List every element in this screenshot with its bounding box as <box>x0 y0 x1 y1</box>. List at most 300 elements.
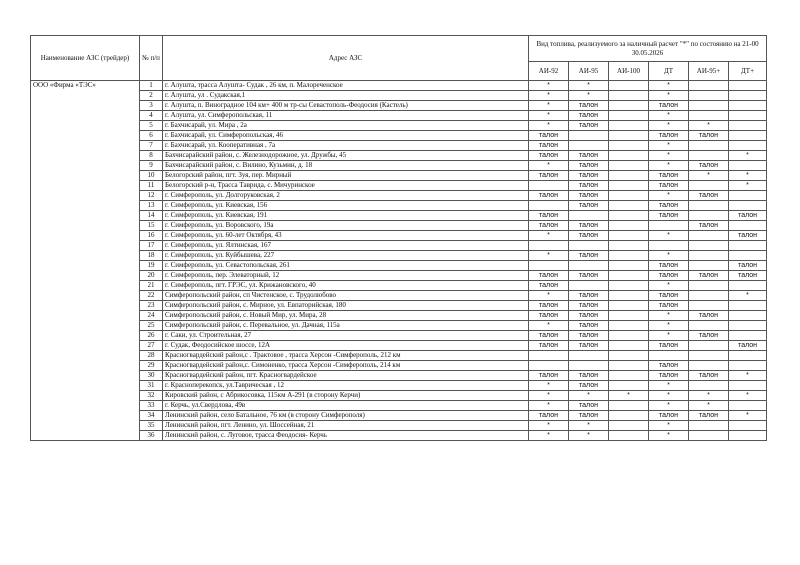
station-address: г. Алушта, трасса Алушта- Судак , 26 км, п. Малореченское <box>163 81 529 91</box>
header-fuel-group: Вид топлива, реализуемого за наличный расчет "*" по состоянию на 21-00 30.05.2026 <box>529 36 767 62</box>
fuel-cell: * <box>649 161 689 171</box>
row-number: 22 <box>140 291 163 301</box>
fuel-cell <box>729 281 767 291</box>
fuel-cell <box>689 421 729 431</box>
fuel-cell: * <box>649 331 689 341</box>
fuel-cell <box>569 261 609 271</box>
fuel-cell <box>609 361 649 371</box>
station-address: г. Керчь, ул.Свердлова, 49в <box>163 401 529 411</box>
station-address: г. Алушта, п. Виноградное 104 км+ 400 м тр-сы Севастополь-Феодосия (Кастель) <box>163 101 529 111</box>
header-fuel-1: АИ-95 <box>569 62 609 81</box>
fuel-cell <box>689 181 729 191</box>
fuel-cell: * <box>649 401 689 411</box>
fuel-cell <box>609 191 649 201</box>
fuel-cell: талон <box>689 371 729 381</box>
station-address: г. Бахчисарай, ул. Кооперативная , 7а <box>163 141 529 151</box>
fuel-cell: талон <box>569 371 609 381</box>
fuel-table <box>30 35 767 441</box>
fuel-cell <box>609 121 649 131</box>
fuel-cell <box>609 91 649 101</box>
table-row <box>31 371 767 381</box>
fuel-cell <box>609 351 649 361</box>
station-address: Симферопольский район, с. Мирное, ул. Евпаторийская, 180 <box>163 301 529 311</box>
row-number: 13 <box>140 201 163 211</box>
trader-name: ООО «Фирма «ТЭС» <box>31 81 140 441</box>
table-row <box>31 331 767 341</box>
row-number: 23 <box>140 301 163 311</box>
fuel-cell <box>569 351 609 361</box>
fuel-cell <box>609 371 649 381</box>
fuel-cell <box>529 351 569 361</box>
fuel-cell: * <box>649 121 689 131</box>
fuel-cell <box>609 241 649 251</box>
fuel-cell: * <box>689 391 729 401</box>
table-row <box>31 321 767 331</box>
fuel-cell <box>529 201 569 211</box>
fuel-cell <box>609 251 649 261</box>
row-number: 33 <box>140 401 163 411</box>
station-address: Белогорский р-н, Трасса Таврида, с. Мичуринское <box>163 181 529 191</box>
fuel-cell: талон <box>729 271 767 281</box>
header-fuel-4: АИ-95+ <box>689 62 729 81</box>
table-row <box>31 201 767 211</box>
station-address: г. Симферополь, ул. Киевская, 191 <box>163 211 529 221</box>
fuel-cell: * <box>569 431 609 441</box>
fuel-cell: талон <box>649 201 689 211</box>
row-number: 4 <box>140 111 163 121</box>
table-row <box>31 101 767 111</box>
table-row <box>31 351 767 361</box>
fuel-cell: * <box>529 381 569 391</box>
header-fuel-5: ДТ+ <box>729 62 767 81</box>
fuel-cell <box>609 81 649 91</box>
table-row <box>31 191 767 201</box>
station-address: Белогорский район, пгт. Зуя, пер. Мирный <box>163 171 529 181</box>
row-number: 21 <box>140 281 163 291</box>
fuel-cell <box>609 141 649 151</box>
fuel-cell <box>649 241 689 251</box>
fuel-cell: талон <box>529 311 569 321</box>
fuel-cell <box>689 141 729 151</box>
fuel-cell <box>609 181 649 191</box>
fuel-cell: талон <box>569 151 609 161</box>
row-number: 35 <box>140 421 163 431</box>
fuel-cell <box>689 351 729 361</box>
fuel-cell: талон <box>529 371 569 381</box>
fuel-cell: * <box>689 401 729 411</box>
table-row <box>31 231 767 241</box>
fuel-cell: * <box>529 321 569 331</box>
table-row <box>31 291 767 301</box>
station-address: г. Бахчисарай, ул. Симферопольская, 46 <box>163 131 529 141</box>
table-row <box>31 111 767 121</box>
station-address: г. Алушта, ул . Судакская,1 <box>163 91 529 101</box>
fuel-cell: талон <box>689 331 729 341</box>
table-row <box>31 241 767 251</box>
station-address: г. Симферополь, ул. 60-лет Октября, 43 <box>163 231 529 241</box>
fuel-cell: талон <box>529 131 569 141</box>
fuel-cell: талон <box>529 301 569 311</box>
fuel-cell: талон <box>689 161 729 171</box>
row-number: 18 <box>140 251 163 261</box>
fuel-cell: талон <box>569 331 609 341</box>
fuel-cell <box>529 181 569 191</box>
fuel-cell <box>689 341 729 351</box>
fuel-cell <box>729 351 767 361</box>
station-address: г. Симферополь, ул. Куйбышева, 227 <box>163 251 529 261</box>
fuel-cell: талон <box>529 221 569 231</box>
fuel-cell: талон <box>569 341 609 351</box>
table-row <box>31 261 767 271</box>
fuel-cell: талон <box>689 271 729 281</box>
station-address: Ленинский район, село Батальное, 76 км (в сторону Симферополя) <box>163 411 529 421</box>
fuel-cell <box>729 311 767 321</box>
header-address: Адрес АЗС <box>163 36 529 81</box>
table-row <box>31 341 767 351</box>
fuel-cell <box>609 331 649 341</box>
fuel-cell: талон <box>569 301 609 311</box>
fuel-cell <box>609 401 649 411</box>
row-number: 15 <box>140 221 163 231</box>
fuel-cell: талон <box>689 221 729 231</box>
fuel-cell: * <box>569 421 609 431</box>
fuel-cell: талон <box>529 191 569 201</box>
station-address: г. Симферополь, пгт. ГРЭС, ул. Крижановского, 40 <box>163 281 529 291</box>
fuel-cell: * <box>529 431 569 441</box>
fuel-cell: талон <box>569 191 609 201</box>
station-address: Бахчисарайский район, с. Вилино, Кузьмин, д. 18 <box>163 161 529 171</box>
fuel-cell <box>689 301 729 311</box>
fuel-cell: талон <box>529 151 569 161</box>
fuel-cell: талон <box>729 341 767 351</box>
fuel-cell: талон <box>569 291 609 301</box>
fuel-cell: * <box>649 391 689 401</box>
fuel-cell: талон <box>569 161 609 171</box>
fuel-cell: талон <box>729 231 767 241</box>
fuel-cell: талон <box>529 341 569 351</box>
fuel-cell: талон <box>569 311 609 321</box>
row-number: 27 <box>140 341 163 351</box>
fuel-cell <box>729 81 767 91</box>
fuel-cell <box>529 361 569 371</box>
fuel-cell <box>689 231 729 241</box>
fuel-cell: талон <box>649 371 689 381</box>
fuel-cell <box>569 141 609 151</box>
fuel-cell: * <box>529 111 569 121</box>
table-row <box>31 311 767 321</box>
fuel-cell: талон <box>569 201 609 211</box>
fuel-cell <box>729 301 767 311</box>
fuel-cell: талон <box>529 211 569 221</box>
fuel-cell: * <box>689 121 729 131</box>
fuel-cell <box>729 111 767 121</box>
row-number: 1 <box>140 81 163 91</box>
fuel-cell <box>609 281 649 291</box>
fuel-cell: * <box>649 81 689 91</box>
fuel-cell: талон <box>649 171 689 181</box>
fuel-cell: талон <box>689 311 729 321</box>
row-number: 28 <box>140 351 163 361</box>
fuel-cell: талон <box>569 401 609 411</box>
table-row <box>31 381 767 391</box>
header-fuel-0: АИ-92 <box>529 62 569 81</box>
row-number: 11 <box>140 181 163 191</box>
fuel-cell: * <box>529 421 569 431</box>
fuel-cell <box>689 241 729 251</box>
fuel-cell <box>609 311 649 321</box>
fuel-cell <box>609 151 649 161</box>
fuel-cell: талон <box>569 221 609 231</box>
fuel-cell: * <box>649 191 689 201</box>
header-fuel-3: ДТ <box>649 62 689 81</box>
row-number: 16 <box>140 231 163 241</box>
fuel-cell: * <box>689 171 729 181</box>
fuel-cell <box>729 131 767 141</box>
table-row <box>31 161 767 171</box>
fuel-cell: * <box>609 391 649 401</box>
fuel-cell: талон <box>569 411 609 421</box>
row-number: 10 <box>140 171 163 181</box>
fuel-cell: талон <box>649 131 689 141</box>
station-address: Симферопольский район, сп Чистенское, с. Трудолюбово <box>163 291 529 301</box>
fuel-cell <box>729 401 767 411</box>
fuel-cell <box>689 91 729 101</box>
station-address: Ленинский район, с. Луговое, трасса Феодосия- Керчь <box>163 431 529 441</box>
table-row <box>31 151 767 161</box>
fuel-cell <box>729 101 767 111</box>
station-address: г. Судак, Феодосийское шоссе, 12А <box>163 341 529 351</box>
fuel-cell: * <box>529 121 569 131</box>
row-number: 7 <box>140 141 163 151</box>
fuel-cell: талон <box>569 271 609 281</box>
fuel-cell: * <box>649 281 689 291</box>
row-number: 8 <box>140 151 163 161</box>
station-address: Красногвардейский район,с . Трактовое , трасса Херсон -Симферополь, 212 км <box>163 351 529 361</box>
fuel-cell <box>569 281 609 291</box>
row-number: 36 <box>140 431 163 441</box>
fuel-cell <box>609 291 649 301</box>
fuel-cell: * <box>649 421 689 431</box>
fuel-cell <box>609 111 649 121</box>
fuel-cell <box>609 381 649 391</box>
fuel-cell <box>729 361 767 371</box>
fuel-cell: талон <box>649 341 689 351</box>
fuel-cell: * <box>569 81 609 91</box>
fuel-cell <box>609 321 649 331</box>
fuel-cell: талон <box>529 331 569 341</box>
table-row <box>31 81 767 91</box>
fuel-cell <box>729 241 767 251</box>
fuel-cell <box>569 241 609 251</box>
fuel-cell: * <box>529 401 569 411</box>
table-row <box>31 361 767 371</box>
fuel-cell: * <box>529 161 569 171</box>
table-row <box>31 141 767 151</box>
fuel-cell: талон <box>569 181 609 191</box>
fuel-cell <box>689 381 729 391</box>
fuel-cell: * <box>649 431 689 441</box>
fuel-cell: талон <box>569 121 609 131</box>
row-number: 30 <box>140 371 163 381</box>
fuel-cell <box>569 131 609 141</box>
table-row <box>31 251 767 261</box>
fuel-cell: талон <box>569 251 609 261</box>
table-row <box>31 421 767 431</box>
fuel-cell <box>689 361 729 371</box>
fuel-cell <box>649 221 689 231</box>
fuel-cell <box>689 431 729 441</box>
row-number: 34 <box>140 411 163 421</box>
fuel-cell: талон <box>569 101 609 111</box>
fuel-cell <box>729 91 767 101</box>
row-number: 29 <box>140 361 163 371</box>
fuel-cell <box>609 171 649 181</box>
fuel-cell <box>689 81 729 91</box>
fuel-cell: талон <box>569 171 609 181</box>
fuel-cell: талон <box>689 191 729 201</box>
fuel-cell <box>689 201 729 211</box>
station-address: г. Симферополь, пер. Элеваторный, 12 <box>163 271 529 281</box>
fuel-cell: талон <box>649 211 689 221</box>
fuel-cell: талон <box>529 141 569 151</box>
fuel-cell: * <box>729 411 767 421</box>
fuel-cell: * <box>529 101 569 111</box>
fuel-cell <box>609 231 649 241</box>
table-row <box>31 391 767 401</box>
fuel-cell <box>609 221 649 231</box>
fuel-cell: талон <box>649 101 689 111</box>
row-number: 24 <box>140 311 163 321</box>
row-number: 3 <box>140 101 163 111</box>
station-address: Симферопольский район, с. Перевальное, ул. Дачная, 115а <box>163 321 529 331</box>
fuel-cell: * <box>649 151 689 161</box>
fuel-cell <box>729 331 767 341</box>
fuel-cell <box>689 111 729 121</box>
fuel-cell: талон <box>569 321 609 331</box>
fuel-cell: * <box>729 181 767 191</box>
header-station-name: Наименование АЗС (трейдер) <box>31 36 140 81</box>
fuel-cell <box>569 211 609 221</box>
station-address: г. Симферополь, ул. Долгоруковская, 2 <box>163 191 529 201</box>
table-row <box>31 271 767 281</box>
fuel-cell: * <box>529 81 569 91</box>
fuel-cell: * <box>729 151 767 161</box>
fuel-cell <box>609 101 649 111</box>
station-address: г. Алушта, ул. Симферопольская, 11 <box>163 111 529 121</box>
header-number: № п/п <box>140 36 163 81</box>
fuel-cell <box>609 261 649 271</box>
row-number: 31 <box>140 381 163 391</box>
fuel-cell: талон <box>529 171 569 181</box>
station-address: Кировский район, с Абрикосовка, 115км А-291 (в сторону Керчи) <box>163 391 529 401</box>
fuel-cell: талон <box>649 301 689 311</box>
fuel-cell <box>729 191 767 201</box>
station-address: г. Красноперекопск, ул.Таврическая , 12 <box>163 381 529 391</box>
fuel-cell <box>609 271 649 281</box>
fuel-cell <box>649 351 689 361</box>
station-address: г. Симферополь, ул. Ялтинская, 167 <box>163 241 529 251</box>
fuel-cell: * <box>649 91 689 101</box>
table-row <box>31 431 767 441</box>
fuel-cell <box>609 211 649 221</box>
fuel-cell <box>609 421 649 431</box>
table-row <box>31 181 767 191</box>
fuel-cell: талон <box>689 411 729 421</box>
fuel-cell: талон <box>529 271 569 281</box>
fuel-cell: * <box>729 391 767 401</box>
fuel-cell: * <box>649 231 689 241</box>
fuel-cell: талон <box>649 261 689 271</box>
fuel-cell: талон <box>649 411 689 421</box>
station-address: г. Симферополь, ул. Севастопольская, 261 <box>163 261 529 271</box>
fuel-cell: талон <box>689 131 729 141</box>
fuel-cell <box>689 261 729 271</box>
fuel-cell <box>529 241 569 251</box>
station-address: Красногвардейский район,с. Симоненко, трасса Херсон -Симферополь, 214 км <box>163 361 529 371</box>
fuel-cell <box>569 361 609 371</box>
table-row <box>31 211 767 221</box>
fuel-cell: * <box>529 231 569 241</box>
fuel-cell: * <box>649 311 689 321</box>
row-number: 32 <box>140 391 163 401</box>
row-number: 6 <box>140 131 163 141</box>
fuel-cell <box>729 161 767 171</box>
fuel-cell <box>609 201 649 211</box>
table-row <box>31 121 767 131</box>
fuel-cell: талон <box>649 361 689 371</box>
row-number: 14 <box>140 211 163 221</box>
station-address: г. Симферополь, ул. Воровского, 19а <box>163 221 529 231</box>
row-number: 25 <box>140 321 163 331</box>
table-row <box>31 91 767 101</box>
fuel-cell <box>729 381 767 391</box>
fuel-cell: * <box>649 111 689 121</box>
fuel-cell <box>689 251 729 261</box>
fuel-cell: талон <box>569 381 609 391</box>
station-address: Ленинский район, пгт. Ленино, ул. Шоссейная, 21 <box>163 421 529 431</box>
fuel-cell <box>729 121 767 131</box>
fuel-cell: талон <box>649 181 689 191</box>
fuel-cell <box>689 101 729 111</box>
row-number: 12 <box>140 191 163 201</box>
fuel-cell <box>729 201 767 211</box>
fuel-cell: талон <box>649 291 689 301</box>
fuel-cell <box>609 131 649 141</box>
fuel-cell: талон <box>529 281 569 291</box>
station-address: Бахчисарайский район, с. Железнодорожное, ул. Дружбы, 45 <box>163 151 529 161</box>
table-row <box>31 131 767 141</box>
fuel-cell: талон <box>649 271 689 281</box>
row-number: 9 <box>140 161 163 171</box>
table-row <box>31 401 767 411</box>
station-address: г. Бахчисарай, ул. Мира , 2а <box>163 121 529 131</box>
table-row <box>31 281 767 291</box>
fuel-cell <box>609 341 649 351</box>
fuel-cell: * <box>529 291 569 301</box>
fuel-cell <box>609 301 649 311</box>
fuel-cell <box>729 251 767 261</box>
fuel-cell <box>689 321 729 331</box>
fuel-cell: талон <box>569 111 609 121</box>
fuel-cell: * <box>729 291 767 301</box>
fuel-cell <box>689 291 729 301</box>
row-number: 26 <box>140 331 163 341</box>
table-row <box>31 411 767 421</box>
table-row <box>31 171 767 181</box>
table-row <box>31 221 767 231</box>
station-address: Красногвардейский район, пгт. Красногвардейское <box>163 371 529 381</box>
fuel-cell: * <box>529 391 569 401</box>
